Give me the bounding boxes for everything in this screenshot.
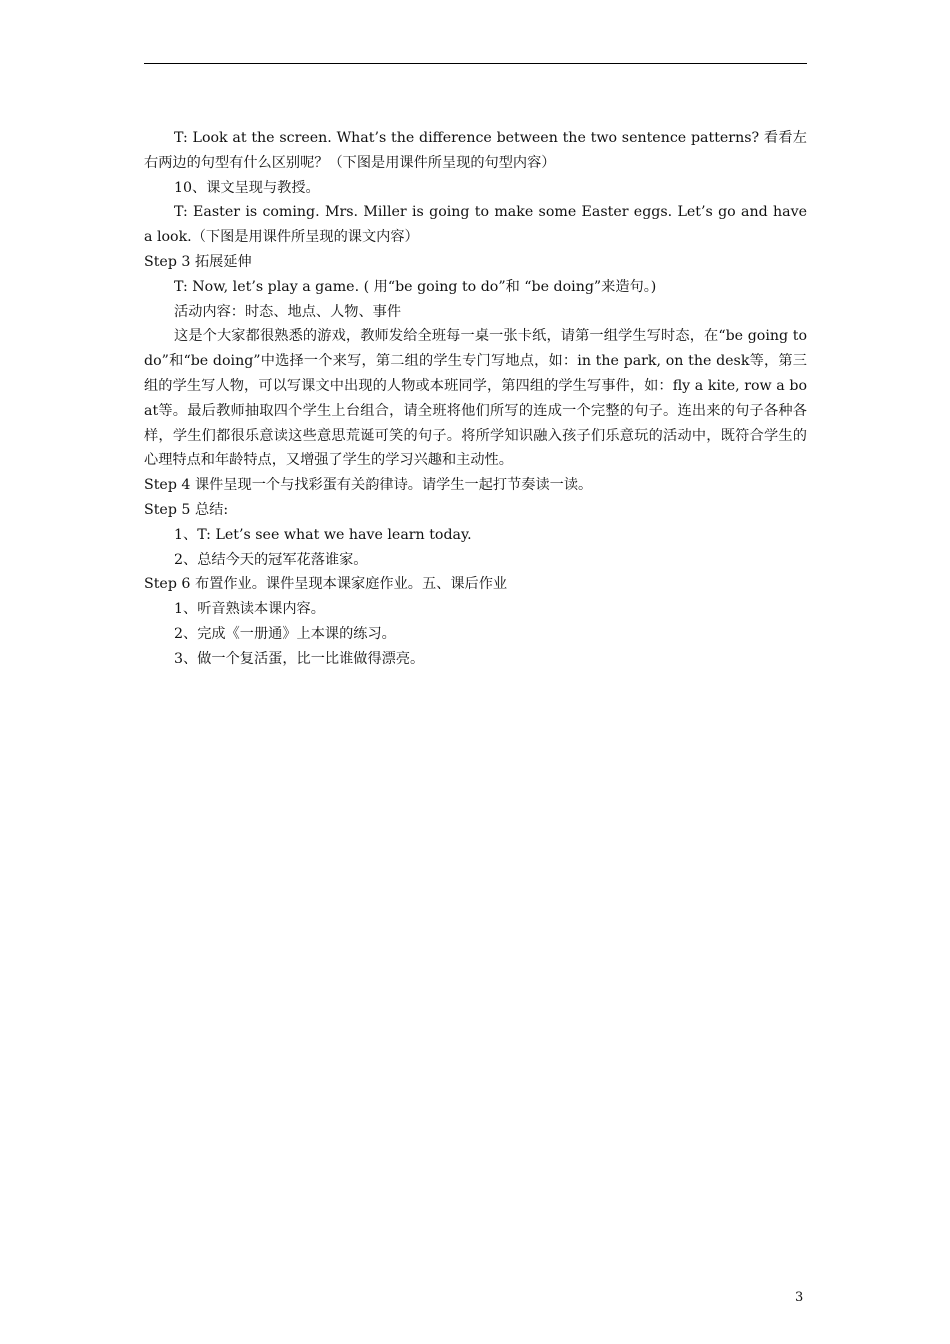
- list-item-homework-3: 3、做一个复活蛋，比一比谁做得漂亮。: [174, 650, 425, 667]
- paragraph-game-intro: T: Now, let’s play a game. ( 用“be going to do”和 “be doing”来造句。): [174, 278, 657, 295]
- list-item-summary-2: 2、总结今天的冠军花落谁家。: [174, 551, 368, 568]
- list-item-summary-1: 1、T: Let’s see what we have learn today.: [174, 526, 472, 543]
- page-number: 3: [795, 1290, 804, 1305]
- list-item-homework-2: 2、完成《一册通》上本课的练习。: [174, 625, 396, 642]
- paragraph-activity-content: 活动内容：时态、地点、人物、事件: [174, 303, 402, 320]
- list-item-homework-1: 1、听音熟读本课内容。: [174, 601, 325, 618]
- paragraph-game-description: 这是个大家都很熟悉的游戏，教师发给全班每一桌一张卡纸，请第一组学生写时态，在“be going to do”和“be doing”中选择一个来写，第二组的学生专门写地点，如：in the park, on the desk等，第三组的学生写人物，可以写课文中出现的人物或本班同学，第四组的学生写事件，如：fly a kite, row a boat等。最后教师抽取四个学生上台组合，请全班将他们所写的连成一个完整的句子。连出来的句子各种各样，学生们都很乐意读这些意思荒诞可笑的句子。将所学知识融入孩子们乐意玩的活动中，既符合学生的心理特点和年龄特点，又增强了学生的学习兴趣和主动性。: [144, 328, 807, 469]
- paragraph-text-presentation: 10、课文呈现与教授。: [174, 179, 320, 196]
- heading-step-4: Step 4 课件呈现一个与找彩蛋有关韵律诗。请学生一起打节奏读一读。: [144, 477, 593, 494]
- heading-step-5: Step 5 总结:: [144, 501, 229, 518]
- heading-step-6: Step 6 布置作业。课件呈现本课家庭作业。五、课后作业: [144, 576, 508, 593]
- document-body: [144, 126, 807, 672]
- paragraph-easter-intro: T: Easter is coming. Mrs. Miller is going to make some Easter eggs. Let’s go and have a look.（下图是用课件所呈现的课文内容）: [144, 204, 807, 246]
- heading-step-3: Step 3 拓展延伸: [144, 253, 252, 270]
- paragraph-screen-question: T: Look at the screen. What’s the difference between the two sentence patterns? 看看左右两边的句型有什么区别呢？（下图是用课件所呈现的句型内容）: [144, 130, 807, 171]
- header-rule: [144, 63, 807, 64]
